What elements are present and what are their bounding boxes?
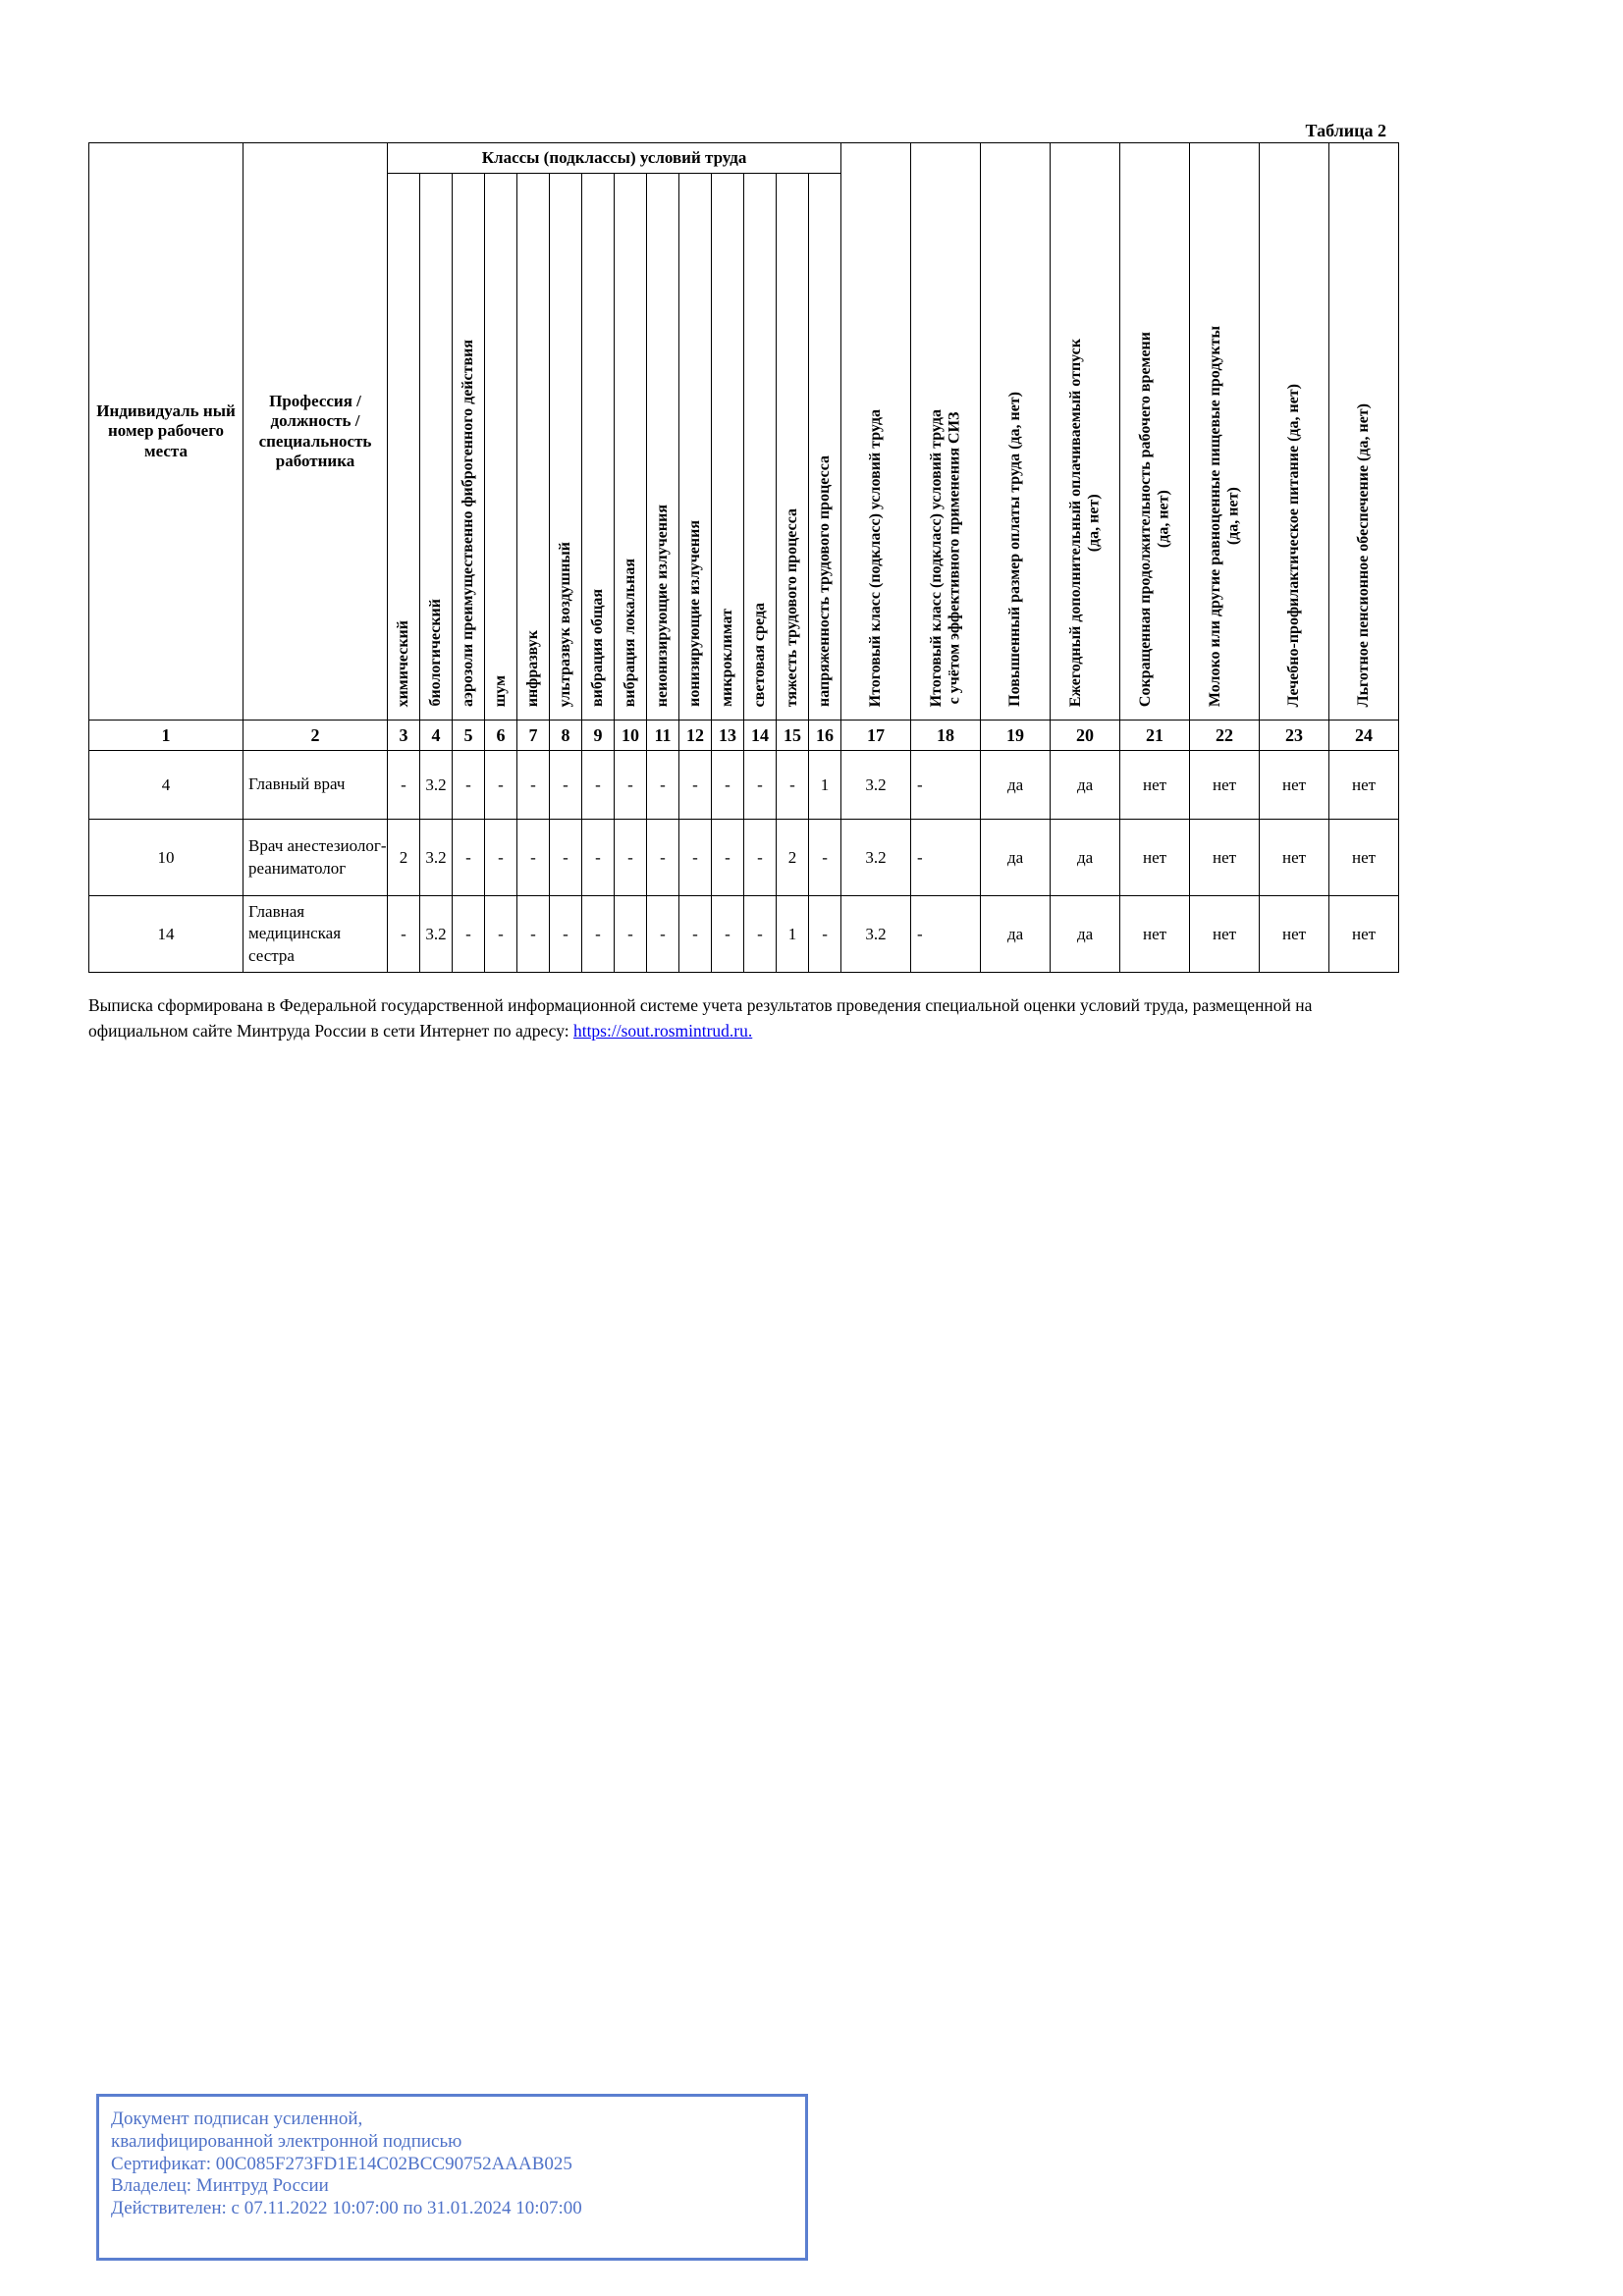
factor-cell: -: [453, 751, 485, 820]
final-class-siz-cell: -: [911, 751, 981, 820]
header-factor-general-vibration: вибрация общая: [582, 174, 615, 721]
increased-pay-cell: да: [981, 896, 1051, 973]
factor-cell: -: [679, 751, 712, 820]
reduced-time-cell: нет: [1120, 896, 1190, 973]
factor-cell: -: [453, 896, 485, 973]
factor-cell: -: [550, 896, 582, 973]
signature-stamp: [96, 2094, 808, 2261]
table-row: [89, 751, 1399, 820]
workplace-number-cell: 4: [89, 751, 243, 820]
column-number: 24: [1329, 721, 1399, 751]
factor-cell: -: [809, 896, 841, 973]
column-number: 22: [1190, 721, 1260, 751]
header-reduced-time: Сокращенная продолжительность рабочего времени (да, нет): [1120, 143, 1190, 721]
factor-cell: -: [582, 751, 615, 820]
table-row: [89, 896, 1399, 973]
header-factor-aerosols: аэрозоли преимущественно фиброгенного действия: [453, 174, 485, 721]
factor-cell: -: [485, 751, 517, 820]
header-factor-intensity: напряженность трудового процесса: [809, 174, 841, 721]
column-number: 10: [615, 721, 647, 751]
column-number: 2: [243, 721, 388, 751]
final-class-cell: 3.2: [841, 896, 911, 973]
factor-cell: -: [550, 820, 582, 896]
factor-cell: -: [615, 896, 647, 973]
factor-cell: -: [582, 896, 615, 973]
header-factor-severity: тяжесть трудового процесса: [777, 174, 809, 721]
column-number: 21: [1120, 721, 1190, 751]
column-number: 12: [679, 721, 712, 751]
footnote: [88, 992, 1394, 1044]
footnote-text: Выписка сформирована в Федеральной государственной информационной системе учета результатов проведения специальной оценки условий труда, размещенной на официальном сайте Минтруда России в сети Интернет по адресу:: [88, 995, 1313, 1041]
final-class-siz-cell: -: [911, 820, 981, 896]
header-factor-local-vibration: вибрация локальная: [615, 174, 647, 721]
header-factor-microclimate: микроклимат: [712, 174, 744, 721]
final-class-cell: 3.2: [841, 751, 911, 820]
factor-cell: -: [712, 820, 744, 896]
factor-cell: -: [647, 896, 679, 973]
header-therapeutic-food: Лечебно-профилактическое питание (да, нет): [1260, 143, 1329, 721]
header-factor-nonionizing: неионизирующие излучения: [647, 174, 679, 721]
column-number: 14: [744, 721, 777, 751]
column-number: 9: [582, 721, 615, 751]
factor-cell: -: [744, 896, 777, 973]
reduced-time-cell: нет: [1120, 751, 1190, 820]
header-profession: Профессия / должность / специальность работника: [243, 143, 388, 721]
factor-cell: -: [712, 751, 744, 820]
stamp-validity: Действителен: с 07.11.2022 10:07:00 по 31.01.2024 10:07:00: [111, 2198, 582, 2219]
final-class-cell: 3.2: [841, 820, 911, 896]
factor-cell: -: [582, 820, 615, 896]
factor-cell: -: [517, 751, 550, 820]
factor-cell: 1: [809, 751, 841, 820]
column-number: 4: [420, 721, 453, 751]
factor-cell: -: [517, 896, 550, 973]
pension-cell: нет: [1329, 820, 1399, 896]
factor-cell: -: [679, 896, 712, 973]
therapeutic-food-cell: нет: [1260, 751, 1329, 820]
header-factor-chemical: химический: [388, 174, 420, 721]
profession-cell: Врач анестезиолог-реаниматолог: [243, 820, 388, 896]
therapeutic-food-cell: нет: [1260, 896, 1329, 973]
sout-link[interactable]: https://sout.rosmintrud.ru.: [572, 1021, 753, 1041]
profession-cell: Главный врач: [243, 751, 388, 820]
header-final-class-siz: Итоговый класс (подкласс) условий труда с учётом эффективного применения СИЗ: [911, 143, 981, 721]
stamp-certificate: Сертификат: 00C085F273FD1E14C02BCC90752AAAB025: [111, 2153, 572, 2174]
stamp-line: Документ подписан усиленной,: [111, 2109, 363, 2129]
factor-cell: -: [615, 820, 647, 896]
table-row: [89, 820, 1399, 896]
factor-cell: -: [777, 751, 809, 820]
reduced-time-cell: нет: [1120, 820, 1190, 896]
header-workplace-number: Индивидуаль ный номер рабочего места: [89, 143, 243, 721]
factor-cell: -: [809, 820, 841, 896]
column-number: 3: [388, 721, 420, 751]
workplace-number-cell: 14: [89, 896, 243, 973]
factor-cell: -: [388, 751, 420, 820]
factor-cell: 3.2: [420, 820, 453, 896]
milk-cell: нет: [1190, 820, 1260, 896]
factor-cell: 2: [388, 820, 420, 896]
header-classes-group: Классы (подклассы) условий труда: [388, 143, 841, 174]
extra-leave-cell: да: [1051, 820, 1120, 896]
table-caption: Таблица 2: [1305, 121, 1386, 140]
factor-cell: -: [517, 820, 550, 896]
factor-cell: 3.2: [420, 751, 453, 820]
column-number: 19: [981, 721, 1051, 751]
factor-cell: -: [679, 820, 712, 896]
extra-leave-cell: да: [1051, 896, 1120, 973]
factor-cell: -: [615, 751, 647, 820]
column-number: 6: [485, 721, 517, 751]
factor-cell: -: [485, 896, 517, 973]
workplace-number-cell: 10: [89, 820, 243, 896]
factor-cell: -: [453, 820, 485, 896]
header-factor-biological: биологический: [420, 174, 453, 721]
milk-cell: нет: [1190, 751, 1260, 820]
factor-cell: -: [712, 896, 744, 973]
factor-cell: -: [647, 820, 679, 896]
final-class-siz-cell: -: [911, 896, 981, 973]
therapeutic-food-cell: нет: [1260, 820, 1329, 896]
factor-cell: -: [550, 751, 582, 820]
column-number: 7: [517, 721, 550, 751]
increased-pay-cell: да: [981, 751, 1051, 820]
column-number: 23: [1260, 721, 1329, 751]
working-conditions-table: [88, 142, 1399, 973]
column-number: 17: [841, 721, 911, 751]
factor-cell: 2: [777, 820, 809, 896]
column-number: 5: [453, 721, 485, 751]
profession-cell: Главная медицинская сестра: [243, 896, 388, 973]
increased-pay-cell: да: [981, 820, 1051, 896]
column-number: 15: [777, 721, 809, 751]
stamp-owner: Владелец: Минтруд России: [111, 2175, 329, 2197]
milk-cell: нет: [1190, 896, 1260, 973]
header-final-class: Итоговый класс (подкласс) условий труда: [841, 143, 911, 721]
header-factor-ionizing: ионизирующие излучения: [679, 174, 712, 721]
header-factor-infrasound: инфразвук: [517, 174, 550, 721]
header-factor-noise: шум: [485, 174, 517, 721]
stamp-line: квалифицированной электронной подписью: [111, 2130, 462, 2152]
pension-cell: нет: [1329, 896, 1399, 973]
header-milk: Молоко или другие равноценные пищевые продукты (да, нет): [1190, 143, 1260, 721]
column-number: 16: [809, 721, 841, 751]
factor-cell: 3.2: [420, 896, 453, 973]
pension-cell: нет: [1329, 751, 1399, 820]
header-factor-light: световая среда: [744, 174, 777, 721]
column-number: 20: [1051, 721, 1120, 751]
header-pension: Льготное пенсионное обеспечение (да, нет): [1329, 143, 1399, 721]
header-increased-pay: Повышенный размер оплаты труда (да, нет): [981, 143, 1051, 721]
factor-cell: -: [388, 896, 420, 973]
factor-cell: -: [744, 820, 777, 896]
header-extra-leave: Ежегодный дополнительный оплачиваемый отпуск (да, нет): [1051, 143, 1120, 721]
column-number: 8: [550, 721, 582, 751]
factor-cell: -: [744, 751, 777, 820]
column-number: 18: [911, 721, 981, 751]
column-number: 13: [712, 721, 744, 751]
factor-cell: -: [485, 820, 517, 896]
column-number-row: [89, 721, 1399, 751]
factor-cell: -: [647, 751, 679, 820]
header-factor-ultrasound: ультразвук воздушный: [550, 174, 582, 721]
column-number: 11: [647, 721, 679, 751]
column-number: 1: [89, 721, 243, 751]
extra-leave-cell: да: [1051, 751, 1120, 820]
factor-cell: 1: [777, 896, 809, 973]
